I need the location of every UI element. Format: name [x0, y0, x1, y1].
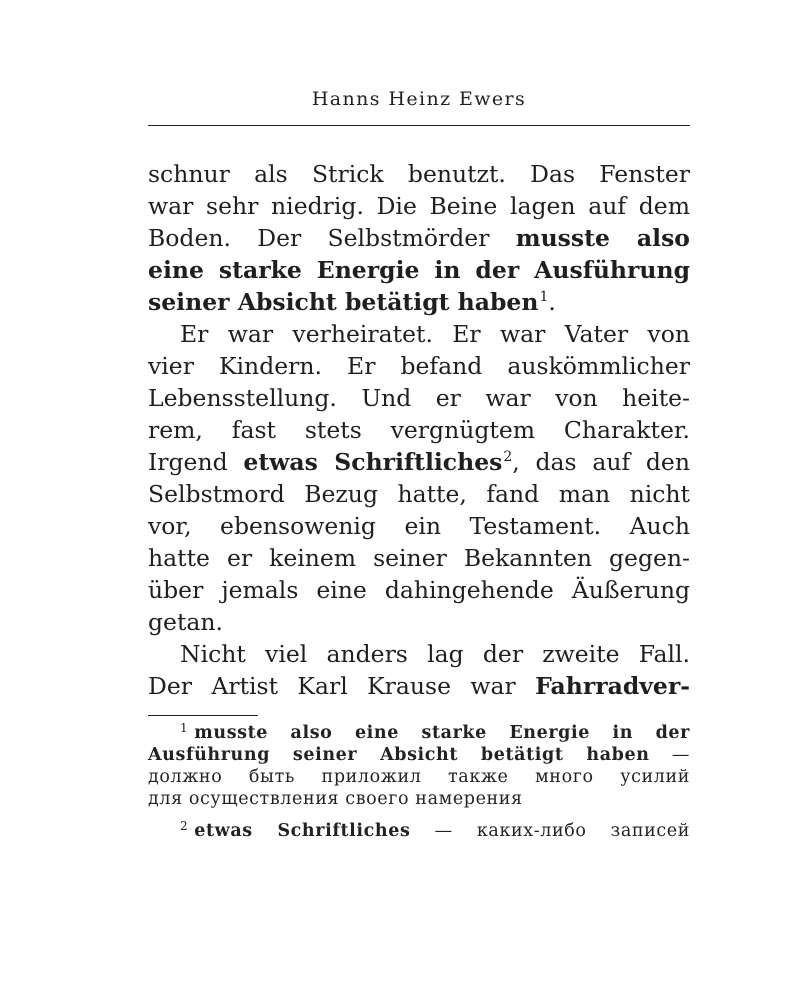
footnote-1-line: должно быть приложил также много усилий — [148, 767, 690, 787]
text-line — [148, 286, 690, 318]
text-line: Lebensstellung. Und er war von heite- — [148, 384, 690, 412]
text-line: hatte er keinem seiner Bekannten gegen- — [148, 544, 690, 572]
footnote-reference: 1 — [539, 289, 549, 305]
bold-phrase: musste also eine starke Energie in der — [194, 723, 690, 743]
footnote-gap — [148, 810, 690, 820]
text-line: vor, ebensowenig ein Testament. Auch — [148, 512, 690, 540]
footnote-number: 2 — [180, 819, 189, 833]
footnote-number: 1 — [180, 721, 189, 735]
bold-phrase: Fahrradver- — [535, 672, 690, 700]
footnote-divider — [148, 715, 258, 716]
footnote-2-line — [148, 820, 690, 842]
main-text — [148, 158, 690, 702]
footnote-reference: 2 — [503, 449, 513, 465]
text-run: Irgend — [148, 448, 244, 476]
bold-phrase: eine starke Energie in der Ausführung — [148, 256, 690, 284]
footnote-1-line — [148, 744, 690, 766]
text-line — [148, 670, 690, 702]
text-run: . — [548, 288, 556, 316]
bold-phrase: Ausführung seiner Absicht betätigt haben — [148, 745, 650, 765]
text-line: Nicht viel anders lag der zweite Fall. — [180, 640, 690, 668]
footnote-1-line: для осуществления своего намерения — [148, 789, 523, 809]
text-line: getan. — [148, 608, 224, 636]
text-run: Der Artist Karl Krause war — [148, 672, 536, 700]
bold-phrase: etwas Schriftliches — [194, 821, 411, 841]
text-line — [148, 254, 690, 286]
header-divider — [148, 125, 690, 126]
footnote-1-line — [148, 722, 690, 744]
text-line: rem, fast stets vergnügtem Charakter. — [148, 416, 690, 444]
text-line: war sehr niedrig. Die Beine lagen auf dem — [148, 192, 690, 220]
bold-phrase: etwas Schriftliches — [243, 448, 503, 476]
text-run: , das auf den — [512, 448, 690, 476]
text-line — [148, 446, 690, 478]
footnotes — [148, 722, 690, 842]
text-run: Boden. Der Selbstmörder — [148, 224, 516, 252]
text-line: über jemals eine dahingehende Äußerung — [148, 576, 690, 604]
text-run: — каких-либо записей — [410, 821, 690, 841]
text-line: schnur als Strick benutzt. Das Fenster — [148, 160, 690, 188]
bold-phrase: seiner Absicht betätigt haben — [148, 288, 539, 316]
running-header: Hanns Heinz Ewers — [311, 88, 527, 110]
text-line: Selbstmord Bezug hatte, fand man nicht — [148, 480, 690, 508]
text-line: vier Kindern. Er befand auskömmlicher — [148, 352, 690, 380]
bold-phrase: musste also — [515, 224, 690, 252]
text-run: — — [649, 745, 691, 765]
text-line: Er war verheiratet. Er war Vater von — [180, 320, 690, 348]
text-line — [148, 222, 690, 254]
